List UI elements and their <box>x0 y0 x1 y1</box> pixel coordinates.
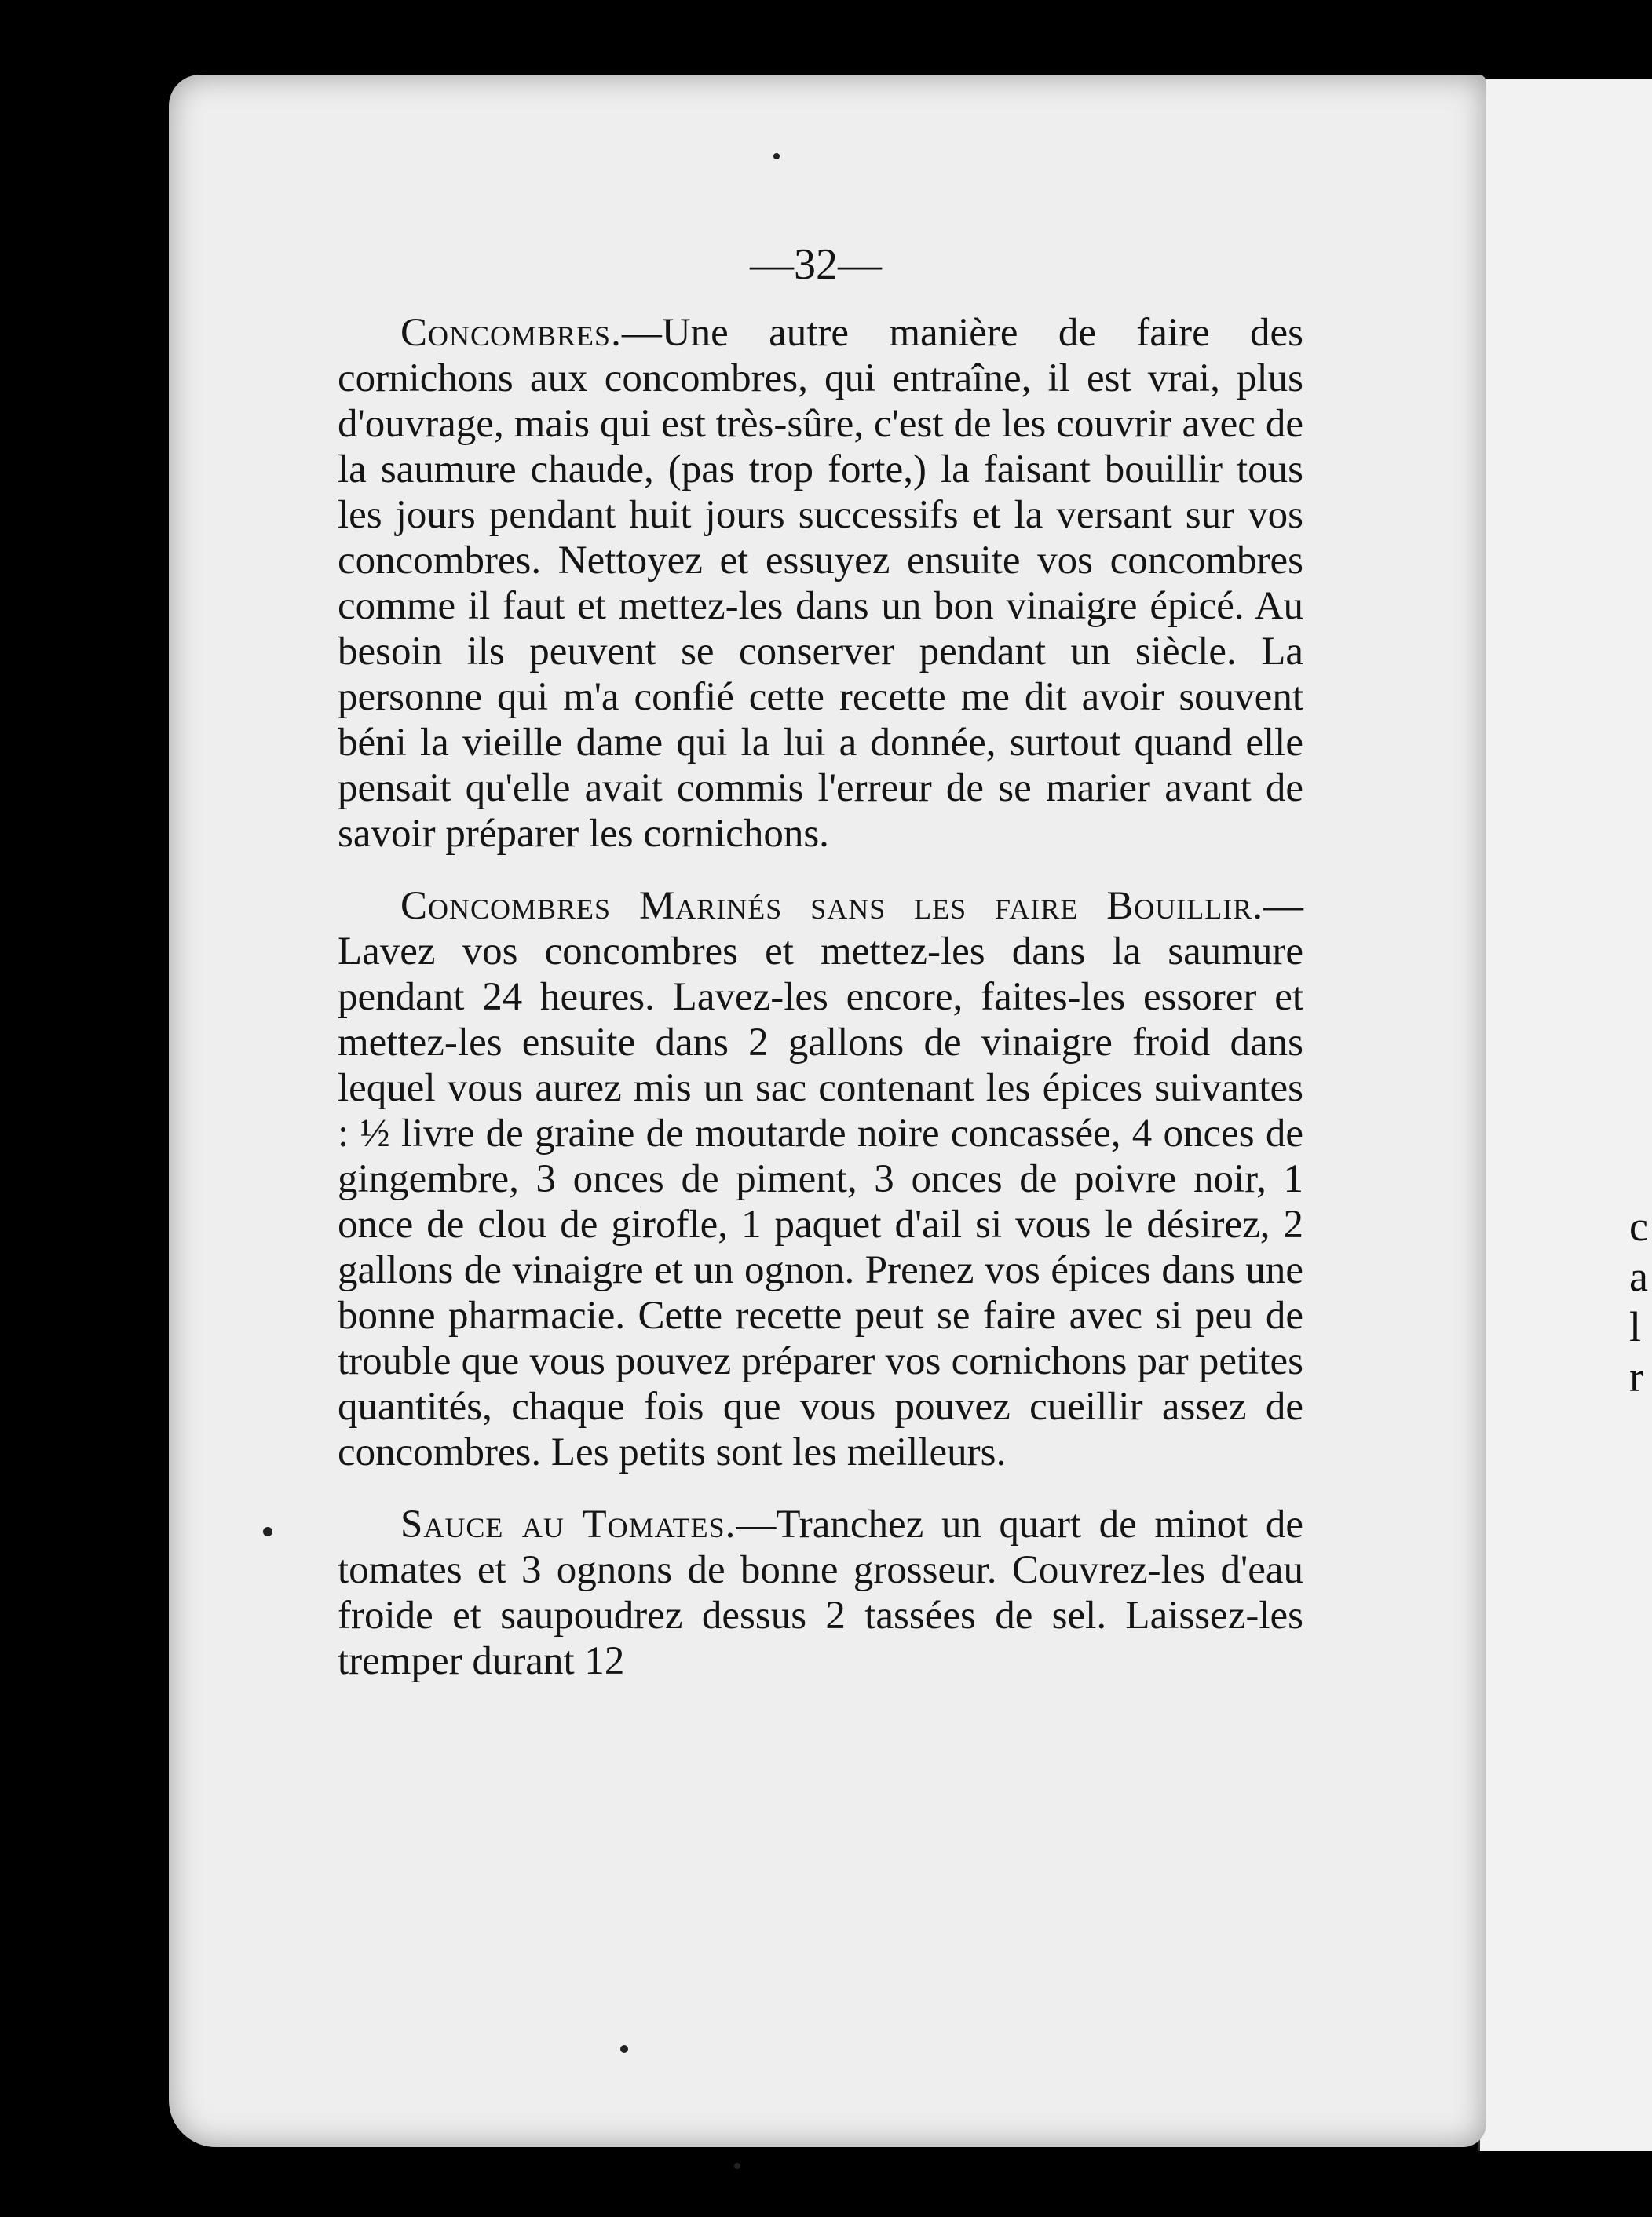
page-number: —32— <box>750 240 882 289</box>
ink-speck <box>773 153 780 159</box>
adjacent-letter: c <box>1629 1203 1648 1250</box>
page-text <box>338 310 1303 1684</box>
recipe-paragraph <box>338 883 1303 1475</box>
adjacent-page-text <box>1629 1201 1652 1402</box>
recipe-heading: Concombres Marinés sans les faire Bouillir. <box>400 884 1263 928</box>
recipe-heading: Concombres. <box>400 311 622 355</box>
ink-speck <box>734 2163 740 2169</box>
adjacent-page <box>1478 79 1652 2151</box>
recipe-heading: Sauce au Tomates. <box>400 1503 736 1547</box>
adjacent-letter: r <box>1629 1353 1643 1401</box>
recipe-body: —Une autre manière de faire des cornichons aux concombres, qui entraîne, il est vrai, plus d'ouvrage, mais qui est très-sûre, c'est de les couvrir avec de la saumure chaude, (pas trop forte,) la faisant bouillir tous les jours pendant huit jours successifs et la versant sur vos concombres. Nettoyez et essuyez ensuite vos concombres comme il faut et mettez-les dans un bon vinaigre épicé. Au besoin ils peuvent se conserver pendant un siècle. La personne qui m'a confié cette recette me dit avoir souvent béni la vieille dame qui la lui a donnée, surtout quand elle pensait qu'elle avait commis l'erreur de se marier avant de savoir préparer les cornichons. <box>338 311 1303 856</box>
ink-speck <box>263 1527 272 1536</box>
recipe-body: —Tranchez un quart de minot de tomates et 3 ognons de bonne grosseur. Couvrez-les d'eau froide et saupoudrez dessus 2 tassées de sel. Laissez-les tremper durant 12 <box>338 1503 1303 1683</box>
recipe-paragraph <box>338 1502 1303 1684</box>
recipe-paragraph <box>338 310 1303 856</box>
adjacent-letter: l <box>1629 1303 1642 1350</box>
recipe-body: —Lavez vos concombres et mettez-les dans la saumure pendant 24 heures. Lavez-les encore, faites-les essorer et mettez-les ensuite dans 2 gallons de vinaigre froid dans lequel vous aurez mis un sac contenant les épices suivantes : ½ livre de graine de moutarde noire concassée, 4 onces de gingembre, 3 onces de piment, 3 onces de poivre noir, 1 once de clou de girofle, 1 paquet d'ail si vous le désirez, 2 gallons de vinaigre et un ognon. Prenez vos épices dans une bonne pharmacie. Cette recette peut se faire avec si peu de trouble que vous pouvez préparer vos cornichons par petites quantités, chaque fois que vous pouvez cueillir assez de concombres. Les petits sont les meilleurs. <box>338 884 1303 1474</box>
adjacent-letter: a <box>1629 1253 1648 1300</box>
ink-speck <box>620 2045 628 2053</box>
